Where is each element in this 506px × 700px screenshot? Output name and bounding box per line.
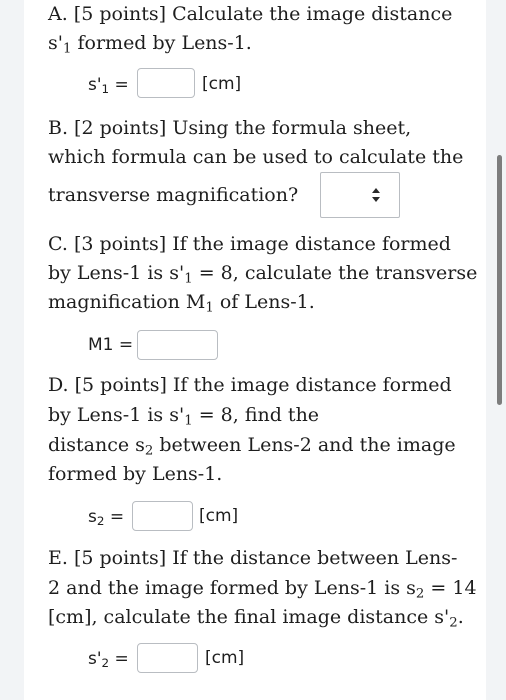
select-arrows-icon [371, 186, 381, 204]
part-a-answer-input[interactable] [137, 68, 195, 98]
part-c-line-3: magnification $M_1$ of Lens-1. [48, 291, 315, 316]
part-c-line-1: C. [3 points] If the image distance formed [48, 233, 451, 255]
part-a-unit: [cm] [202, 74, 242, 94]
part-a-line-1: A. [5 points] Calculate the image distance [48, 3, 453, 25]
part-a-line-2: $s'_1$ formed by Lens-1. [48, 32, 252, 57]
part-e-line-3: [cm], calculate the final image distance $s'_2$. [48, 606, 464, 631]
part-e-answer-input[interactable] [137, 643, 198, 673]
part-d-unit: [cm] [199, 506, 239, 526]
vertical-scrollbar[interactable] [497, 155, 502, 405]
part-b-line-3: transverse magnification? [48, 184, 299, 206]
part-d-line-2: by Lens-1 is $s'_1 = 8$, find the [48, 404, 320, 429]
part-c-line-2: by Lens-1 is $s'_1 = 8$, calculate the transverse [48, 262, 478, 287]
part-d-line-4: formed by Lens-1. [48, 463, 223, 485]
part-d-line-3: distance $s_2$ between Lens-2 and the image [48, 434, 456, 459]
part-b-line-2: which formula can be used to calculate the [48, 146, 464, 168]
part-e-unit: [cm] [205, 648, 245, 668]
part-c-answer-input[interactable] [137, 330, 218, 360]
part-b-line-1: B. [2 points] Using the formula sheet, [48, 117, 412, 139]
part-e-variable: $s'_2$ = [88, 649, 129, 670]
part-d-variable: $s_2$ = [88, 507, 125, 528]
question-panel [24, 0, 486, 700]
part-d-line-1: D. [5 points] If the image distance formed [48, 374, 452, 396]
part-e-line-1: E. [5 points] If the distance between Lens- [48, 547, 458, 569]
part-d-answer-input[interactable] [132, 501, 193, 531]
part-b-formula-select[interactable] [320, 172, 400, 218]
part-e-line-2: 2 and the image formed by Lens-1 is $s_2 = 14$ [48, 577, 477, 602]
part-a-variable: $s'_1$ = [88, 75, 129, 96]
part-c-variable: M1 = [88, 335, 134, 355]
